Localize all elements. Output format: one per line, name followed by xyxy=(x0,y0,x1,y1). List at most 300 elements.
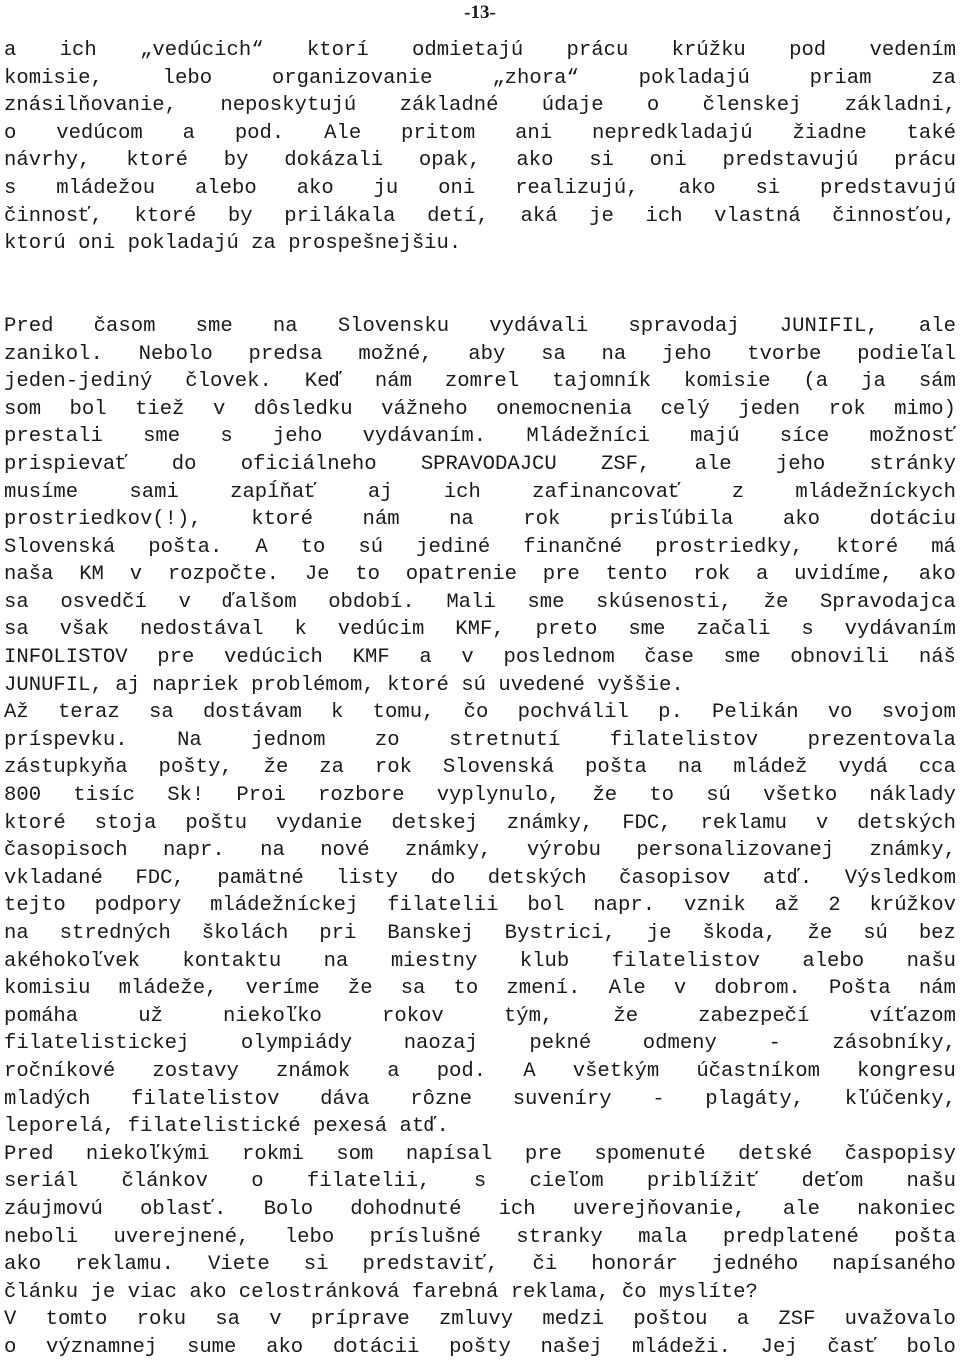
text-line xyxy=(4,837,956,865)
word: oni xyxy=(438,176,476,200)
word: vedúcom xyxy=(56,121,143,145)
word: nám xyxy=(362,508,400,532)
word: Bolo xyxy=(263,1197,314,1221)
word: prispievať xyxy=(4,452,128,476)
word: zomrel xyxy=(444,370,520,394)
text-line xyxy=(4,341,956,369)
word: rok xyxy=(693,563,731,587)
word: či xyxy=(532,1253,558,1277)
word: známky, xyxy=(404,839,492,863)
word: sú xyxy=(358,535,384,559)
word: človek. xyxy=(185,370,272,394)
word: Výsledkom xyxy=(844,866,956,890)
word: známky, xyxy=(506,811,594,835)
word: pamätné xyxy=(217,866,304,890)
word: rokov xyxy=(381,1004,444,1028)
word: Sk! xyxy=(167,784,205,808)
word: pod xyxy=(789,39,827,62)
word: Ale xyxy=(324,121,362,145)
word: atď. xyxy=(762,866,813,890)
word: časopisoch xyxy=(4,839,128,863)
word: Viete xyxy=(207,1253,270,1277)
word: podieľal xyxy=(857,342,956,366)
text-line xyxy=(4,948,956,976)
word: pritom xyxy=(401,121,476,145)
word: do xyxy=(430,866,456,890)
word: na xyxy=(449,508,474,532)
word: napr. xyxy=(162,839,225,863)
text-line xyxy=(4,423,956,451)
word: bol xyxy=(527,894,565,918)
word: napísaného xyxy=(832,1253,956,1277)
word: filatelistov xyxy=(609,728,759,752)
word: a xyxy=(4,39,17,62)
text-line xyxy=(4,1003,956,1031)
word: pre xyxy=(524,1142,562,1166)
word: nepredkladajú xyxy=(592,121,753,145)
word: pod. xyxy=(234,121,285,145)
word: si xyxy=(589,149,614,173)
text-line: ktorú oni pokladajú za prospešnejšiu. xyxy=(4,232,462,256)
text-line xyxy=(4,975,956,1003)
word: k xyxy=(331,701,344,725)
text-line: leporelá, filatelistické pexesá atď. xyxy=(4,1115,449,1139)
text-line xyxy=(4,534,956,562)
text-line xyxy=(4,865,956,893)
word: ani xyxy=(515,121,553,145)
word: roku xyxy=(136,1308,187,1332)
word: (a xyxy=(803,370,829,394)
word: v xyxy=(673,977,687,1001)
word: s xyxy=(4,176,17,200)
word: ako xyxy=(678,176,716,200)
word: našej xyxy=(540,1335,603,1359)
word: že xyxy=(347,977,373,1001)
word: pošty xyxy=(449,1335,511,1359)
word: zmení. xyxy=(506,977,581,1001)
word: zmluvy xyxy=(438,1308,514,1332)
word: ktorí xyxy=(306,39,369,62)
word: vo xyxy=(827,701,853,725)
word: cieľom xyxy=(529,1170,604,1194)
word: detí, xyxy=(427,204,489,228)
word: Jej xyxy=(760,1335,798,1359)
text-line xyxy=(4,1334,956,1362)
word: olympiády xyxy=(240,1032,353,1056)
word: všetko xyxy=(763,784,838,808)
word: alebo xyxy=(194,176,257,200)
word: filatelistickej xyxy=(4,1032,190,1056)
word: mala xyxy=(638,1225,688,1249)
word: klub xyxy=(519,949,570,973)
word: zapĺňať xyxy=(230,480,317,504)
word: vydávaním. xyxy=(362,425,487,449)
word: prostriedkov(!), xyxy=(4,508,202,532)
text-line xyxy=(4,699,956,727)
word: komisiu xyxy=(4,977,91,1001)
word: Pred xyxy=(4,1142,54,1166)
word: pochválil xyxy=(517,701,629,725)
word: našu xyxy=(906,949,956,973)
text-line xyxy=(4,1030,956,1058)
text-line xyxy=(4,644,956,672)
text-line xyxy=(4,727,956,755)
word: ďalšom xyxy=(222,590,297,614)
word: medzi xyxy=(542,1308,605,1332)
word: náklady xyxy=(869,784,956,808)
word: mládežníckych xyxy=(795,480,956,504)
word: vydávaním xyxy=(844,618,956,642)
word: reklamu. xyxy=(75,1253,174,1277)
word: prilákala xyxy=(284,204,396,228)
word: Banskej xyxy=(387,922,474,945)
word: ju xyxy=(373,176,399,200)
word: zanikol. xyxy=(4,342,103,366)
word: sa xyxy=(4,590,29,614)
word: rozbore xyxy=(318,784,405,808)
word: aby xyxy=(468,342,506,366)
word: filatelii xyxy=(387,894,499,918)
word: oni xyxy=(649,149,687,173)
word: obnovili xyxy=(790,646,890,670)
word: skúsenosti, xyxy=(596,590,732,614)
text-line xyxy=(4,892,956,920)
word: poslednom xyxy=(503,646,615,670)
word: kongresu xyxy=(857,1059,956,1083)
word: zabezpečí xyxy=(698,1004,810,1028)
word: ich xyxy=(645,204,683,228)
paragraph xyxy=(4,699,956,1141)
word: Pred xyxy=(4,314,54,338)
word: tento xyxy=(605,563,668,587)
word: ktoré xyxy=(126,149,189,173)
word: opak, xyxy=(418,149,481,173)
word: dotácii xyxy=(332,1335,420,1359)
text-line xyxy=(4,396,956,424)
word: na xyxy=(323,949,349,973)
word: 800 xyxy=(4,784,42,808)
word: tomu, xyxy=(372,701,435,725)
word: prácu xyxy=(894,149,956,173)
word: preto xyxy=(535,618,598,642)
word: musíme xyxy=(4,480,79,504)
word: personalizovanej xyxy=(636,839,835,863)
text-line xyxy=(4,1196,956,1224)
text-line xyxy=(4,1058,956,1086)
word: pre xyxy=(157,646,195,670)
word: v xyxy=(178,590,191,614)
word: lebo xyxy=(284,1225,335,1249)
text-line xyxy=(4,810,956,838)
word: JUNIFIL, xyxy=(779,314,879,338)
word: že xyxy=(263,756,289,780)
word: - xyxy=(768,1032,781,1056)
word: nedostával xyxy=(140,618,264,642)
word: sám xyxy=(918,370,956,394)
word: ich xyxy=(59,39,97,62)
word: Ale xyxy=(608,977,646,1001)
word: ale xyxy=(694,452,732,476)
word: ktoré xyxy=(251,508,314,532)
word: možnosť xyxy=(869,425,956,449)
word: sume xyxy=(186,1335,237,1359)
word: rokmi xyxy=(242,1142,304,1166)
text-line xyxy=(4,754,956,782)
word: oficiálneho xyxy=(240,452,377,476)
word: rôzne xyxy=(410,1087,473,1111)
text-line xyxy=(4,37,956,65)
word: začali xyxy=(696,618,771,642)
word: má xyxy=(931,535,956,559)
word: ako xyxy=(266,1335,304,1359)
word: jeden-jediný xyxy=(4,370,153,394)
word: ale xyxy=(918,314,956,338)
word: nakoniec xyxy=(857,1197,956,1221)
word: pre xyxy=(542,563,580,587)
word: ich xyxy=(443,480,481,504)
word: Keď xyxy=(304,370,342,394)
word: to xyxy=(649,784,675,808)
word: stránky xyxy=(869,452,956,476)
word: filatelii, xyxy=(306,1170,431,1194)
word: honorár xyxy=(591,1253,678,1277)
word: známky, xyxy=(869,839,956,863)
word: pomáha xyxy=(4,1004,79,1028)
word: príslušné xyxy=(369,1225,481,1249)
word: dotáciu xyxy=(869,508,956,532)
word: sa xyxy=(400,977,426,1001)
word: finančné xyxy=(523,535,623,559)
word: tejto xyxy=(4,894,66,918)
word: vydávali xyxy=(489,314,589,338)
word: Pošta xyxy=(828,977,891,1001)
text-line xyxy=(4,1306,956,1334)
word: napr. xyxy=(593,894,656,918)
word: aká xyxy=(520,204,558,228)
word: náš xyxy=(918,646,956,670)
word: účastníkom xyxy=(696,1059,820,1083)
word: Slovenská xyxy=(442,756,555,780)
word: krúžkov xyxy=(869,894,956,918)
word: A xyxy=(255,535,268,559)
word: jednom xyxy=(251,728,326,752)
word: odmeny xyxy=(642,1032,717,1056)
word: FDC, xyxy=(135,866,185,890)
word: SPRAVODAJCU xyxy=(420,452,557,476)
word: našu xyxy=(906,1170,956,1194)
word: neposkytujú xyxy=(220,94,357,118)
text-line xyxy=(4,368,956,396)
word: to xyxy=(300,535,326,559)
word: na xyxy=(677,756,703,780)
word: možné, xyxy=(358,342,433,366)
word: o xyxy=(4,1335,17,1359)
word: až xyxy=(774,894,800,918)
word: veríme xyxy=(245,977,320,1001)
word: článkov xyxy=(121,1170,208,1194)
word: jeho xyxy=(775,452,826,476)
word: že xyxy=(592,784,618,808)
word: miestny xyxy=(390,949,478,973)
text-line xyxy=(4,1141,956,1169)
word: priblížiť xyxy=(646,1170,759,1194)
word: a xyxy=(419,646,432,670)
word: žiadne xyxy=(792,121,867,145)
word: naozaj xyxy=(403,1032,478,1056)
word: ako xyxy=(4,1253,42,1277)
word: 2 xyxy=(828,894,841,918)
text-line: článku je viac ako celostránková farebná reklama, čo myslíte? xyxy=(4,1280,758,1304)
word: ročníkové xyxy=(4,1059,116,1083)
word: Mládežníci xyxy=(526,425,650,449)
text-line xyxy=(4,451,956,479)
word: to xyxy=(355,563,381,587)
word: vydá xyxy=(838,756,888,780)
word: cca xyxy=(918,756,956,780)
word: si xyxy=(755,176,781,200)
word: pošta xyxy=(894,1225,956,1249)
word: poštu xyxy=(185,811,248,835)
word: detských xyxy=(487,866,587,890)
word: záujmovú xyxy=(4,1197,103,1221)
word: predstavujú xyxy=(820,176,956,200)
word: sami xyxy=(129,480,179,504)
text-line xyxy=(4,1224,956,1252)
word: s xyxy=(801,618,814,642)
word: príspevku. xyxy=(4,728,128,752)
word: zásobníky, xyxy=(832,1032,956,1056)
text-line xyxy=(4,313,956,341)
word: niekoľkými xyxy=(85,1142,210,1166)
document-body xyxy=(4,37,956,1362)
word: pokladajú xyxy=(638,66,750,90)
word: všetkým xyxy=(572,1059,660,1083)
word: sú xyxy=(863,922,888,945)
word: Bystrici, xyxy=(504,922,616,945)
word: sa xyxy=(215,1308,241,1332)
word: uvidíme, xyxy=(794,563,894,587)
paragraph-gap xyxy=(4,285,956,313)
word: škoda, xyxy=(702,922,777,945)
word: rok xyxy=(374,756,412,780)
word: komisie, xyxy=(4,66,103,90)
word: čo xyxy=(463,701,489,725)
word: deťom xyxy=(801,1170,864,1194)
word: niekoľko xyxy=(223,1004,322,1028)
word: rozpočte. xyxy=(167,563,280,587)
word: sa xyxy=(541,342,566,366)
word: sa xyxy=(4,618,29,642)
word: uvažovalo xyxy=(844,1308,956,1332)
word: onemocnenia xyxy=(496,397,633,421)
word: stoja xyxy=(94,811,157,835)
word: naša xyxy=(4,563,54,587)
word: a xyxy=(736,1308,750,1332)
word: stranky xyxy=(516,1225,603,1249)
word: a xyxy=(182,121,195,145)
word: zo xyxy=(374,728,400,752)
paragraph xyxy=(4,1306,956,1361)
word: že xyxy=(807,922,833,945)
word: víťazom xyxy=(869,1004,956,1028)
word: - xyxy=(652,1087,665,1111)
word: na xyxy=(601,342,627,366)
word: vedením xyxy=(869,39,956,62)
word: to xyxy=(453,977,479,1001)
word: neboli xyxy=(4,1225,79,1249)
word: suveníry xyxy=(512,1087,612,1111)
word: mimo) xyxy=(894,397,956,421)
word: členskej xyxy=(702,94,802,118)
word: ZSF, xyxy=(600,452,651,476)
word: by xyxy=(227,204,253,228)
word: detskej xyxy=(391,811,478,835)
word: časom xyxy=(93,314,156,338)
text-line xyxy=(4,479,956,507)
word: ako xyxy=(918,563,956,587)
word: sme xyxy=(527,590,565,614)
word: vedúcich xyxy=(224,646,323,670)
word: ako xyxy=(782,508,820,532)
word: akéhokoľvek xyxy=(4,949,140,973)
word: o xyxy=(4,121,17,145)
word: zafinancovať xyxy=(532,480,681,504)
word: Slovenská xyxy=(4,535,116,559)
word: prestali xyxy=(4,425,103,449)
word: Až xyxy=(4,701,29,725)
text-line: JUNUFIL, aj napriek problémom, ktoré sú uvedené vyššie. xyxy=(4,673,684,697)
word: mládežníckej xyxy=(210,894,359,918)
word: predstaviť, xyxy=(362,1253,499,1277)
word: o xyxy=(251,1170,264,1194)
word: Na xyxy=(177,728,202,752)
text-line xyxy=(4,147,956,175)
word: dobrom. xyxy=(714,977,801,1001)
word: ako xyxy=(516,149,554,173)
word: Je xyxy=(304,563,330,587)
word: som xyxy=(4,397,42,421)
word: bol xyxy=(69,397,107,421)
word: sme xyxy=(143,425,181,449)
text-line xyxy=(4,175,956,203)
word: priam xyxy=(809,66,872,90)
word: Proi xyxy=(236,784,286,808)
word: odmietajú xyxy=(412,39,524,62)
text-line xyxy=(4,1086,956,1114)
text-line xyxy=(4,1168,956,1196)
word: tomto xyxy=(45,1308,108,1332)
word: filatelistov xyxy=(131,1087,280,1111)
word: dáva xyxy=(320,1087,370,1111)
word: dohodnuté xyxy=(350,1197,462,1221)
word: časpopisy xyxy=(844,1142,956,1166)
word: nám xyxy=(918,977,956,1001)
word: seriál xyxy=(4,1170,79,1194)
word: detské xyxy=(738,1142,813,1166)
word: ja xyxy=(861,370,886,394)
word: „zhora“ xyxy=(492,66,579,90)
word: vyplynulo, xyxy=(436,784,561,808)
word: údaje xyxy=(541,94,604,118)
text-line xyxy=(4,92,956,120)
word: pod. xyxy=(436,1059,487,1083)
word: stredných xyxy=(59,922,171,945)
word: základné xyxy=(399,94,499,118)
word: síce xyxy=(779,425,830,449)
text-line xyxy=(4,782,956,810)
word: komisie xyxy=(683,370,771,394)
word: V xyxy=(4,1308,17,1332)
